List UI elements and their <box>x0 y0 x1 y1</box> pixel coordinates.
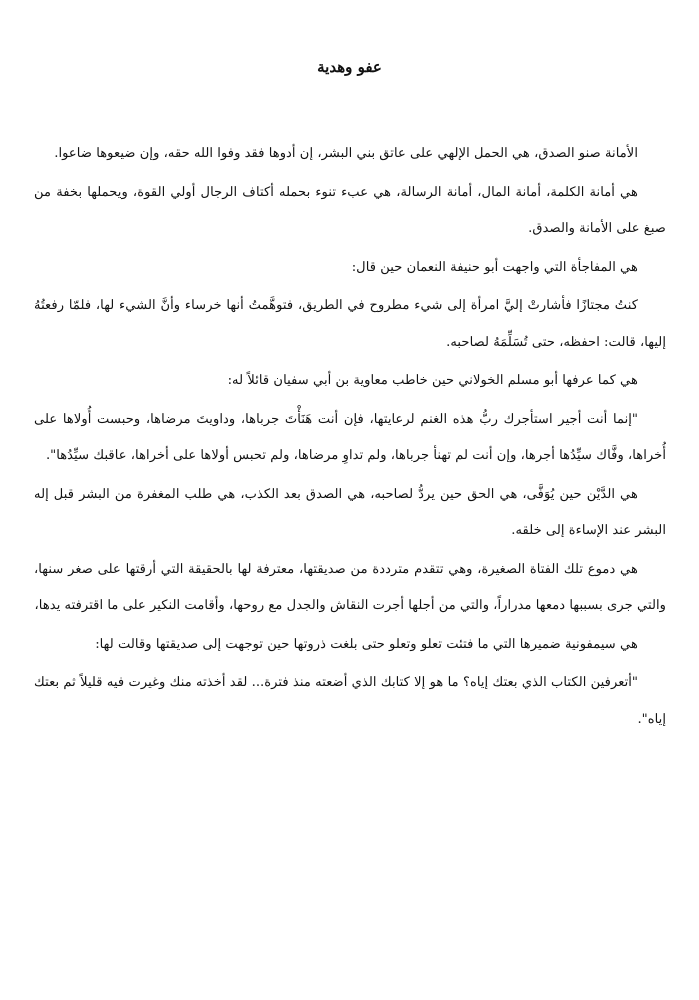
paragraph: "إنما أنت أجير استأجرك ربُّ هذه الغنم لرعايتها، فإن أنت هَنَأْتَ جرباها، وداويتَ مرضاها، وحبست أُولاها على أُخراها، وفَّاك سيِّدُها أجرها، وإن أنت لم تهنأ جرباها، ولم تداوِ مرضاها، ولم تحبس أولاها على أخراها، عاقبك سيِّدُها". <box>34 411 666 463</box>
paragraph: الأمانة صنو الصدق، هي الحمل الإلهي على عاتق بني البشر، إن أدوها فقد وفوا الله حقه، وإن ضيعوها ضاعوا. <box>54 146 638 161</box>
paragraph: هي سيمفونية ضميرها التي ما فتئت تعلو وتعلو حتى بلغت ذروتها حين توجهت إلى صديقتها وقالت لها: <box>95 636 638 652</box>
paragraph: هي الدَّيْن حين يُوَفَّى، هي الحق حين يردُّ لصاحبه، هي الصدق بعد الكذب، هي طلب المغفرة من البشر قبل إله البشر عند الإساءة إلى خلقه. <box>34 486 666 538</box>
paragraph: هي أمانة الكلمة، أمانة المال، أمانة الرسالة، هي عبء تنوء بحمله أكتاف الرجال أولي القوة، ويحملها بخفة من صبغ على الأمانة والصدق. <box>34 184 666 236</box>
paragraph: هي المفاجأة التي واجهت أبو حنيفة النعمان حين قال: <box>351 259 638 275</box>
paragraph: "أتعرفين الكتاب الذي بعتك إياه؟ ما هو إلا كتابك الذي أضعته منذ فترة... لقد أخذته منك وغيرت فيه قليلاً ثم بعتك إياه". <box>34 675 666 727</box>
document-body <box>34 136 666 740</box>
page-title: عفو وهدية <box>317 58 382 76</box>
paragraph: هي كما عرفها أبو مسلم الخولاني حين خاطب معاوية بن أبي سفيان قائلاً له: <box>227 373 638 388</box>
paragraph: هي دموع تلك الفتاة الصغيرة، وهي تتقدم مترددة من صديقتها، معترفة لها بالحقيقة التي أرقتها على صغر سنها، والتي جرى بسببها دمعها مدراراً، والتي من أجلها أجرت النقاش والجدل مع روحها، وأقامت النكير على ما اقترفته يدها، <box>34 561 666 613</box>
paragraph: كنتُ مجتازًا فأشارتْ إليَّ امرأة إلى شيء مطروح في الطريق، فتوهَّمتُ أنها خرساء وأنَّ الشيء لها، فلمّا رفعتُهُ إليها، قالت: احفظه، حتى تُسَلِّمَهُ لصاحبه. <box>34 298 666 350</box>
